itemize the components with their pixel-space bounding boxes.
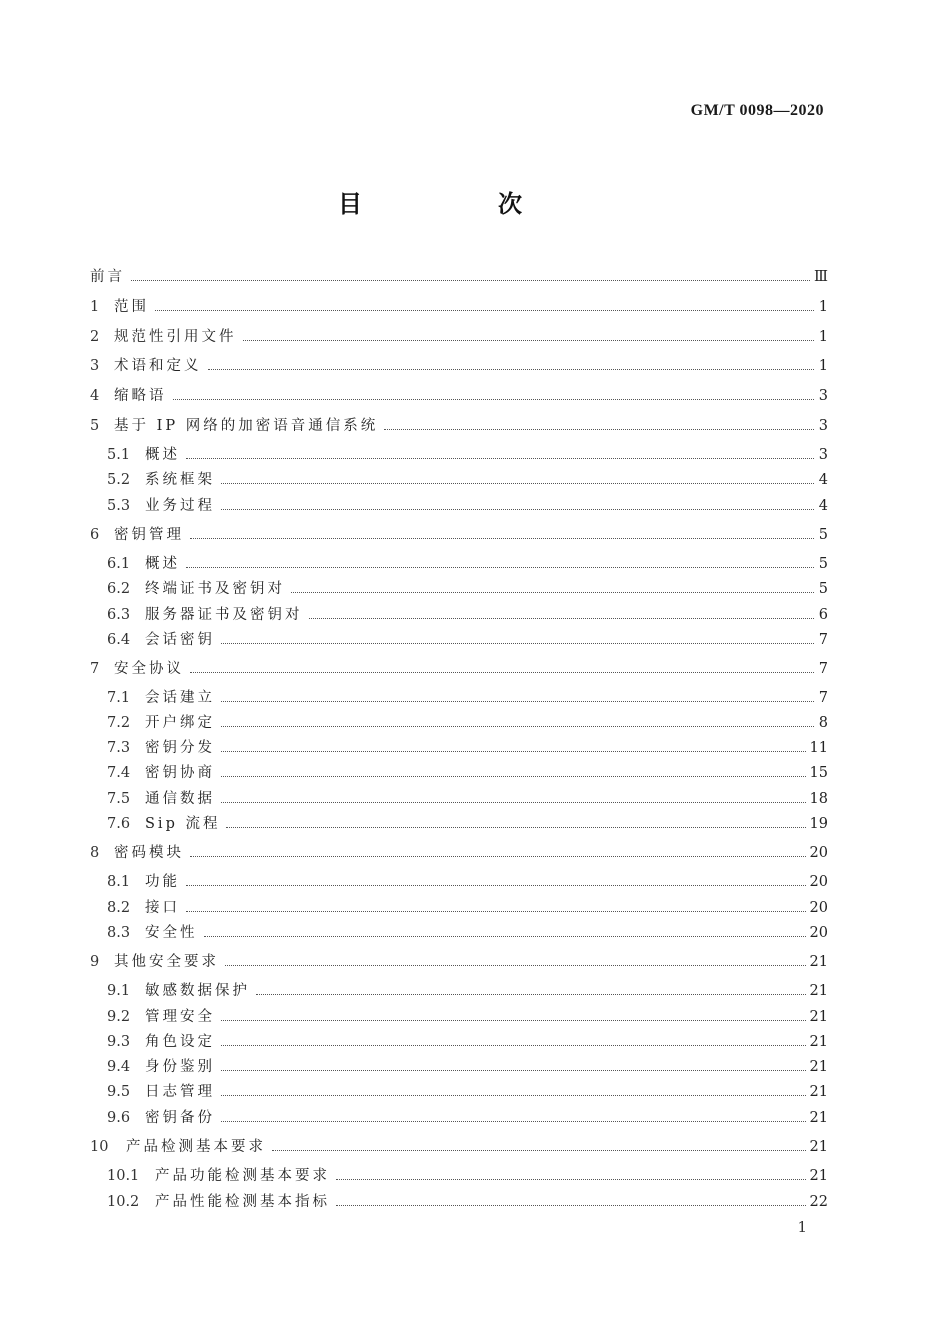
toc-entry[interactable]	[107, 712, 828, 734]
toc-entry-number: 5.3	[107, 498, 131, 514]
toc-entry[interactable]	[107, 737, 828, 759]
toc-entry-page: 21	[809, 1059, 828, 1075]
toc-entry[interactable]	[90, 1136, 828, 1158]
toc-entry-page: 4	[818, 472, 828, 488]
toc-entry[interactable]	[90, 524, 828, 546]
toc-entry-label: Sip 流程	[145, 816, 221, 832]
toc-entry-page: 20	[809, 874, 828, 890]
toc-entry-number: 5.2	[107, 472, 131, 488]
toc-dot-leader	[221, 1045, 806, 1046]
page-title: 目 次	[338, 190, 578, 218]
toc-entry-label: 功能	[145, 874, 180, 890]
toc-entry-number: 9	[90, 954, 100, 970]
toc-dot-leader	[190, 538, 814, 539]
toc-entry-page: 3	[818, 447, 828, 463]
toc-entry-label: 安全协议	[114, 661, 184, 677]
toc-entry[interactable]	[107, 813, 828, 835]
toc-entry-page: 7	[818, 661, 828, 677]
toc-entry-number: 3	[90, 358, 100, 374]
toc-entry-number: 8	[90, 845, 100, 861]
toc-entry[interactable]	[107, 444, 828, 466]
toc-entry[interactable]	[90, 842, 828, 864]
toc-entry-label: 术语和定义	[114, 358, 202, 374]
toc-entry[interactable]	[107, 922, 828, 944]
toc-dot-leader	[221, 751, 806, 752]
toc-entry-number: 9.3	[107, 1034, 131, 1050]
toc-dot-leader	[155, 310, 814, 311]
toc-dot-leader	[291, 592, 814, 593]
toc-entry-page: Ⅲ	[814, 269, 828, 285]
toc-entry[interactable]	[107, 871, 828, 893]
toc-dot-leader	[190, 856, 806, 857]
toc-dot-leader	[226, 827, 805, 828]
toc-entry-number: 10.2	[107, 1194, 140, 1210]
toc-dot-leader	[309, 618, 815, 619]
toc-dot-leader	[221, 802, 806, 803]
toc-entry-page: 21	[809, 1009, 828, 1025]
toc-entry-label: 其他安全要求	[114, 954, 219, 970]
toc-entry-label: 产品功能检测基本要求	[155, 1168, 330, 1184]
toc-entry-number: 6.4	[107, 632, 131, 648]
toc-entry-number: 7.3	[107, 740, 131, 756]
toc-entry-label: 概述	[145, 556, 180, 572]
toc-entry[interactable]	[107, 687, 828, 709]
toc-entry-number: 9.1	[107, 983, 131, 999]
toc-entry-page: 5	[818, 527, 828, 543]
toc-entry-number: 6.1	[107, 556, 131, 572]
toc-entry-number: 5	[90, 418, 100, 434]
toc-entry[interactable]	[107, 553, 828, 575]
toc-entry-number: 5.1	[107, 447, 131, 463]
toc-dot-leader	[204, 936, 806, 937]
toc-entry-page: 21	[809, 954, 828, 970]
toc-dot-leader	[221, 1095, 806, 1096]
toc-entry-page: 21	[809, 1139, 828, 1155]
toc-entry[interactable]	[107, 604, 828, 626]
toc-entry-label: 密钥分发	[145, 740, 215, 756]
toc-entry-page: 5	[818, 581, 828, 597]
toc-entry-label: 通信数据	[145, 791, 215, 807]
toc-entry[interactable]	[90, 658, 828, 680]
toc-dot-leader	[221, 1070, 806, 1071]
toc-entry-number: 2	[90, 329, 100, 345]
toc-entry-page: 1	[818, 329, 828, 345]
toc-dot-leader	[221, 776, 806, 777]
toc-entry[interactable]	[90, 951, 828, 973]
toc-entry-label: 日志管理	[145, 1084, 215, 1100]
toc-entry-number: 6	[90, 527, 100, 543]
toc-entry-label: 角色设定	[145, 1034, 215, 1050]
toc-entry[interactable]	[107, 980, 828, 1002]
toc-entry-number: 9.4	[107, 1059, 131, 1075]
toc-dot-leader	[221, 1121, 806, 1122]
toc-entry-number: 7.1	[107, 690, 131, 706]
toc-dot-leader	[256, 994, 806, 995]
toc-entry-page: 15	[809, 765, 828, 781]
toc-entry[interactable]	[90, 355, 828, 377]
toc-dot-leader	[186, 567, 814, 568]
toc-entry[interactable]	[107, 629, 828, 651]
toc-dot-leader	[186, 911, 806, 912]
toc-dot-leader	[336, 1205, 806, 1206]
toc-entry-page: 21	[809, 1034, 828, 1050]
toc-entry-page: 11	[809, 740, 828, 756]
toc-entry-label: 密钥协商	[145, 765, 215, 781]
toc-entry-page: 1	[818, 299, 828, 315]
toc-entry-label: 终端证书及密钥对	[145, 581, 285, 597]
toc-entry-label: 范围	[114, 299, 149, 315]
toc-dot-leader	[186, 458, 814, 459]
toc-dot-leader	[221, 701, 814, 702]
toc-entry-page: 7	[818, 690, 828, 706]
toc-entry[interactable]	[107, 1165, 828, 1187]
toc-entry[interactable]	[107, 762, 828, 784]
toc-entry-label: 密钥备份	[145, 1110, 215, 1126]
toc-entry-label: 身份鉴别	[145, 1059, 215, 1075]
toc-entry-label: 密码模块	[114, 845, 184, 861]
toc-entry-label: 会话密钥	[145, 632, 215, 648]
toc-entry-number: 8.2	[107, 900, 131, 916]
toc-dot-leader	[243, 340, 815, 341]
toc-entry-number: 7.6	[107, 816, 131, 832]
toc-dot-leader	[225, 965, 806, 966]
toc-dot-leader	[336, 1179, 806, 1180]
toc-entry-label: 安全性	[145, 925, 198, 941]
toc-entry-number: 9.2	[107, 1009, 131, 1025]
toc-entry-number: 10.1	[107, 1168, 140, 1184]
toc-entry-label: 密钥管理	[114, 527, 184, 543]
toc-entry-label: 产品检测基本要求	[126, 1139, 266, 1155]
toc-entry[interactable]	[107, 1107, 828, 1129]
toc-entry-page: 21	[809, 1084, 828, 1100]
toc-entry-page: 18	[809, 791, 828, 807]
toc-entry-label: 会话建立	[145, 690, 215, 706]
toc-entry-page: 1	[818, 358, 828, 374]
toc-entry-page: 5	[818, 556, 828, 572]
toc-dot-leader	[221, 483, 814, 484]
toc-entry-label: 接口	[145, 900, 180, 916]
toc-entry-number: 7.4	[107, 765, 131, 781]
toc-entry-label: 服务器证书及密钥对	[145, 607, 303, 623]
toc-entry[interactable]	[90, 326, 828, 348]
toc-entry-page: 20	[809, 900, 828, 916]
toc-entry-page: 8	[818, 715, 828, 731]
toc-entry-page: 21	[809, 1168, 828, 1184]
toc-dot-leader	[190, 672, 814, 673]
toc-dot-leader	[173, 399, 815, 400]
toc-entry-number: 7.2	[107, 715, 131, 731]
toc-entry[interactable]	[107, 578, 828, 600]
toc-entry-page: 19	[809, 816, 828, 832]
toc-entry[interactable]	[90, 266, 828, 288]
toc-entry-page: 3	[818, 418, 828, 434]
toc-entry-page: 6	[818, 607, 828, 623]
toc-entry-number: 4	[90, 388, 100, 404]
toc-entry[interactable]	[107, 1031, 828, 1053]
toc-entry-label: 前言	[90, 269, 125, 285]
toc-entry-number: 1	[90, 299, 100, 315]
toc-entry-label: 规范性引用文件	[114, 329, 237, 345]
toc-entry[interactable]	[107, 1191, 828, 1213]
toc-entry-label: 基于 IP 网络的加密语音通信系统	[114, 418, 379, 434]
toc-entry[interactable]	[107, 1006, 828, 1028]
toc-dot-leader	[131, 280, 810, 281]
toc-entry-label: 缩略语	[114, 388, 167, 404]
toc-dot-leader	[221, 1020, 806, 1021]
toc-entry-page: 3	[818, 388, 828, 404]
toc-dot-leader	[221, 643, 814, 644]
toc-entry-label: 系统框架	[145, 472, 215, 488]
toc-entry-page: 21	[809, 1110, 828, 1126]
toc-entry-number: 9.6	[107, 1110, 131, 1126]
toc-entry[interactable]	[107, 1081, 828, 1103]
toc-entry-label: 开户绑定	[145, 715, 215, 731]
standard-code: GM/T 0098—2020	[690, 102, 824, 119]
toc-dot-leader	[208, 369, 815, 370]
toc-entry-number: 7	[90, 661, 100, 677]
toc-entry-page: 20	[809, 845, 828, 861]
toc-entry-number: 7.5	[107, 791, 131, 807]
toc-entry-number: 8.3	[107, 925, 131, 941]
toc-entry-label: 业务过程	[145, 498, 215, 514]
toc-entry-page: 21	[809, 983, 828, 999]
toc-entry[interactable]	[107, 1056, 828, 1078]
toc-dot-leader	[272, 1150, 806, 1151]
toc-entry-number: 8.1	[107, 874, 131, 890]
toc-entry[interactable]	[90, 415, 828, 437]
toc-dot-leader	[221, 509, 814, 510]
toc-entry[interactable]	[90, 296, 828, 318]
toc-entry[interactable]	[107, 788, 828, 810]
toc-entry-number: 9.5	[107, 1084, 131, 1100]
toc-entry-page: 22	[809, 1194, 828, 1210]
toc-entry-number: 10	[90, 1139, 109, 1155]
toc-entry-number: 6.2	[107, 581, 131, 597]
toc-dot-leader	[186, 885, 806, 886]
toc-entry-label: 概述	[145, 447, 180, 463]
toc-entry-page: 7	[818, 632, 828, 648]
toc-dot-leader	[221, 726, 814, 727]
toc-entry-label: 敏感数据保护	[145, 983, 250, 999]
toc-entry-number: 6.3	[107, 607, 131, 623]
toc-entry[interactable]	[107, 897, 828, 919]
toc-entry[interactable]	[90, 385, 828, 407]
toc-entry-label: 产品性能检测基本指标	[155, 1194, 330, 1210]
toc-entry-page: 20	[809, 925, 828, 941]
toc-dot-leader	[384, 429, 814, 430]
toc-entry[interactable]	[107, 469, 828, 491]
toc-entry[interactable]	[107, 495, 828, 517]
page-number: 1	[797, 1218, 807, 1236]
toc-entry-page: 4	[818, 498, 828, 514]
toc-entry-label: 管理安全	[145, 1009, 215, 1025]
